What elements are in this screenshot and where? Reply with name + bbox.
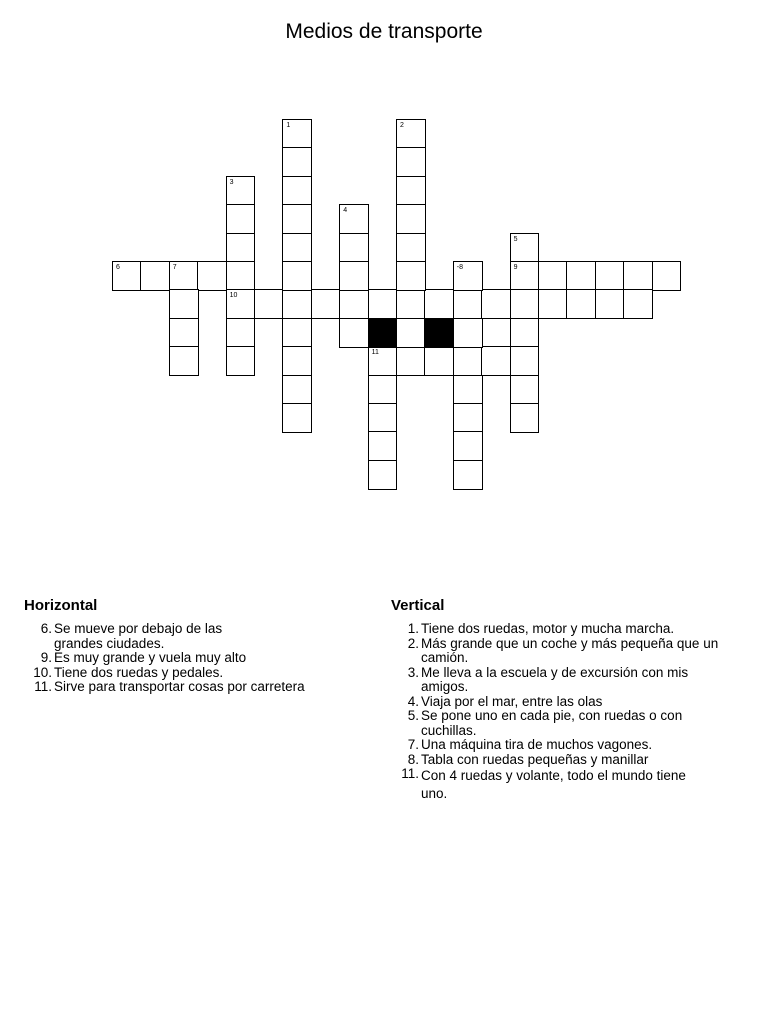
clue-number-label: -8 xyxy=(456,264,464,271)
black-square xyxy=(368,318,398,348)
crossword-cell[interactable] xyxy=(339,204,369,234)
vertical-clue xyxy=(391,666,731,695)
crossword-cell[interactable] xyxy=(282,233,312,263)
crossword-cell[interactable] xyxy=(282,176,312,206)
crossword-cell[interactable] xyxy=(368,375,398,405)
crossword-cell[interactable] xyxy=(453,460,483,490)
black-square xyxy=(424,318,454,348)
clue-text: Tiene dos ruedas, motor y mucha marcha. xyxy=(421,621,675,636)
crossword-cell[interactable] xyxy=(169,261,199,291)
crossword-cell[interactable] xyxy=(396,204,426,234)
clue-text: Se pone uno en cada pie, con ruedas o con cuchillas. xyxy=(421,708,683,738)
crossword-cell[interactable] xyxy=(538,289,568,319)
clue-number: 6. xyxy=(40,621,52,636)
vertical-clue xyxy=(391,622,731,637)
horizontal-clue xyxy=(24,622,364,651)
crossword-cell[interactable] xyxy=(510,289,540,319)
crossword-cell[interactable] xyxy=(226,261,256,291)
crossword-cell[interactable] xyxy=(368,460,398,490)
crossword-cell[interactable] xyxy=(652,261,682,291)
clue-number: 4. xyxy=(407,693,419,709)
vertical-clue xyxy=(391,637,731,666)
crossword-cell[interactable] xyxy=(396,318,426,348)
vertical-clue xyxy=(391,753,731,768)
vertical-clue xyxy=(391,738,731,753)
horizontal-heading: Horizontal xyxy=(24,597,98,614)
crossword-cell[interactable] xyxy=(226,318,256,348)
clue-number: 5. xyxy=(407,708,419,723)
crossword-cell[interactable] xyxy=(510,346,540,376)
crossword-cell[interactable] xyxy=(510,403,540,433)
clue-number-label: 4 xyxy=(343,207,348,215)
crossword-cell[interactable] xyxy=(453,289,483,319)
crossword-cell[interactable] xyxy=(282,403,312,433)
crossword-cell[interactable] xyxy=(169,289,199,319)
crossword-cell[interactable] xyxy=(226,176,256,206)
horizontal-clue xyxy=(24,651,364,666)
vertical-clue xyxy=(391,695,731,710)
clue-text: Una máquina tira de muchos vagones. xyxy=(421,737,653,752)
crossword-cell[interactable] xyxy=(453,346,483,376)
crossword-cell[interactable] xyxy=(595,289,625,319)
crossword-cell[interactable] xyxy=(339,289,369,319)
crossword-cell[interactable] xyxy=(510,318,540,348)
horizontal-clue xyxy=(24,666,364,681)
clue-text: Es muy grande y vuela muy alto xyxy=(54,650,247,665)
clue-number: 9. xyxy=(40,650,52,665)
crossword-cell[interactable] xyxy=(226,289,256,319)
crossword-cell[interactable] xyxy=(226,204,256,234)
clue-number-label: 6 xyxy=(116,264,120,271)
crossword-cell[interactable] xyxy=(197,261,227,291)
vertical-clue-list xyxy=(391,622,731,803)
crossword-cell[interactable] xyxy=(481,346,511,376)
crossword-cell[interactable] xyxy=(396,176,426,206)
crossword-cell[interactable] xyxy=(453,318,483,348)
crossword-cell[interactable] xyxy=(282,147,312,177)
clue-text: Sirve para transportar cosas por carretera xyxy=(54,679,305,694)
crossword-cell[interactable] xyxy=(481,289,511,319)
clue-text: Viaja por el mar, entre las olas xyxy=(421,693,603,709)
crossword-cell[interactable] xyxy=(453,375,483,405)
clue-number: 11. xyxy=(401,766,419,781)
clue-text: Más grande que un coche y más pequeña que un camión. xyxy=(421,635,719,665)
horizontal-clue-list xyxy=(24,622,364,695)
crossword-cell[interactable] xyxy=(368,346,398,376)
clue-number: 1. xyxy=(407,621,419,636)
clue-number: 2. xyxy=(407,635,419,651)
clue-number-label: 1 xyxy=(286,122,291,129)
crossword-cell[interactable] xyxy=(254,289,284,319)
vertical-clue xyxy=(391,767,731,803)
clue-text: Me lleva a la escuela y de excursión con mis amigos. xyxy=(421,664,689,694)
crossword-cell[interactable] xyxy=(282,204,312,234)
clue-number: 10. xyxy=(33,664,52,680)
crossword-cell[interactable] xyxy=(226,233,256,263)
crossword-cell[interactable] xyxy=(169,346,199,376)
clue-number-label: 11 xyxy=(371,349,379,357)
crossword-cell[interactable] xyxy=(453,431,483,461)
crossword-cell[interactable] xyxy=(510,233,540,263)
crossword-cell[interactable] xyxy=(282,318,312,348)
crossword-cell[interactable] xyxy=(282,375,312,405)
vertical-clue xyxy=(391,709,731,738)
crossword-cell[interactable] xyxy=(169,318,199,348)
crossword-cell[interactable] xyxy=(396,119,426,149)
crossword-cell[interactable] xyxy=(282,346,312,376)
crossword-cell[interactable] xyxy=(623,289,653,319)
crossword-cell[interactable] xyxy=(226,346,256,376)
crossword-cell[interactable] xyxy=(140,261,170,291)
crossword-cell[interactable] xyxy=(112,261,142,291)
crossword-cell[interactable] xyxy=(424,346,454,376)
crossword-cell[interactable] xyxy=(339,318,369,348)
crossword-cell[interactable] xyxy=(396,147,426,177)
crossword-cell[interactable] xyxy=(623,261,653,291)
crossword-cell[interactable] xyxy=(566,289,596,319)
crossword-cell[interactable] xyxy=(396,346,426,376)
crossword-cell[interactable] xyxy=(339,261,369,291)
crossword-cell[interactable] xyxy=(311,289,341,319)
crossword-cell[interactable] xyxy=(368,289,398,319)
crossword-cell[interactable] xyxy=(282,119,312,149)
crossword-cell[interactable] xyxy=(424,289,454,319)
crossword-cell[interactable] xyxy=(396,233,426,263)
clue-number-label: 3 xyxy=(229,178,234,186)
crossword-cell[interactable] xyxy=(396,289,426,319)
clue-number: 3. xyxy=(407,664,419,680)
clue-text: Con 4 ruedas y volante, todo el mundo tiene uno. xyxy=(421,768,686,801)
crossword-cell[interactable] xyxy=(339,233,369,263)
clue-text: Se mueve por debajo de las grandes ciudades. xyxy=(54,621,223,651)
vertical-heading: Vertical xyxy=(391,597,445,614)
page-title: Medios de transporte xyxy=(285,20,483,43)
clue-text: Tabla con ruedas pequeñas y manillar xyxy=(421,751,649,767)
crossword-cell[interactable] xyxy=(566,261,596,291)
clue-number-label: 9 xyxy=(513,264,518,271)
clue-number: 7. xyxy=(407,737,419,752)
crossword-cell[interactable] xyxy=(368,431,398,461)
crossword-cell[interactable] xyxy=(282,261,312,291)
clue-number: 8. xyxy=(407,751,419,767)
clue-number-label: 10 xyxy=(229,292,238,300)
clue-number-label: 5 xyxy=(513,235,518,243)
crossword-cell[interactable] xyxy=(595,261,625,291)
crossword-cell[interactable] xyxy=(510,375,540,405)
crossword-cell[interactable] xyxy=(453,261,483,291)
clue-number-label: 2 xyxy=(400,122,404,129)
clue-number-label: 7 xyxy=(172,264,177,271)
crossword-cell[interactable] xyxy=(396,261,426,291)
crossword-cell[interactable] xyxy=(453,403,483,433)
clue-text: Tiene dos ruedas y pedales. xyxy=(54,664,224,680)
crossword-cell[interactable] xyxy=(538,261,568,291)
horizontal-clue xyxy=(24,680,364,695)
clue-number: 11. xyxy=(34,679,52,694)
crossword-cell[interactable] xyxy=(510,261,540,291)
crossword-cell[interactable] xyxy=(282,289,312,319)
crossword-cell[interactable] xyxy=(368,403,398,433)
